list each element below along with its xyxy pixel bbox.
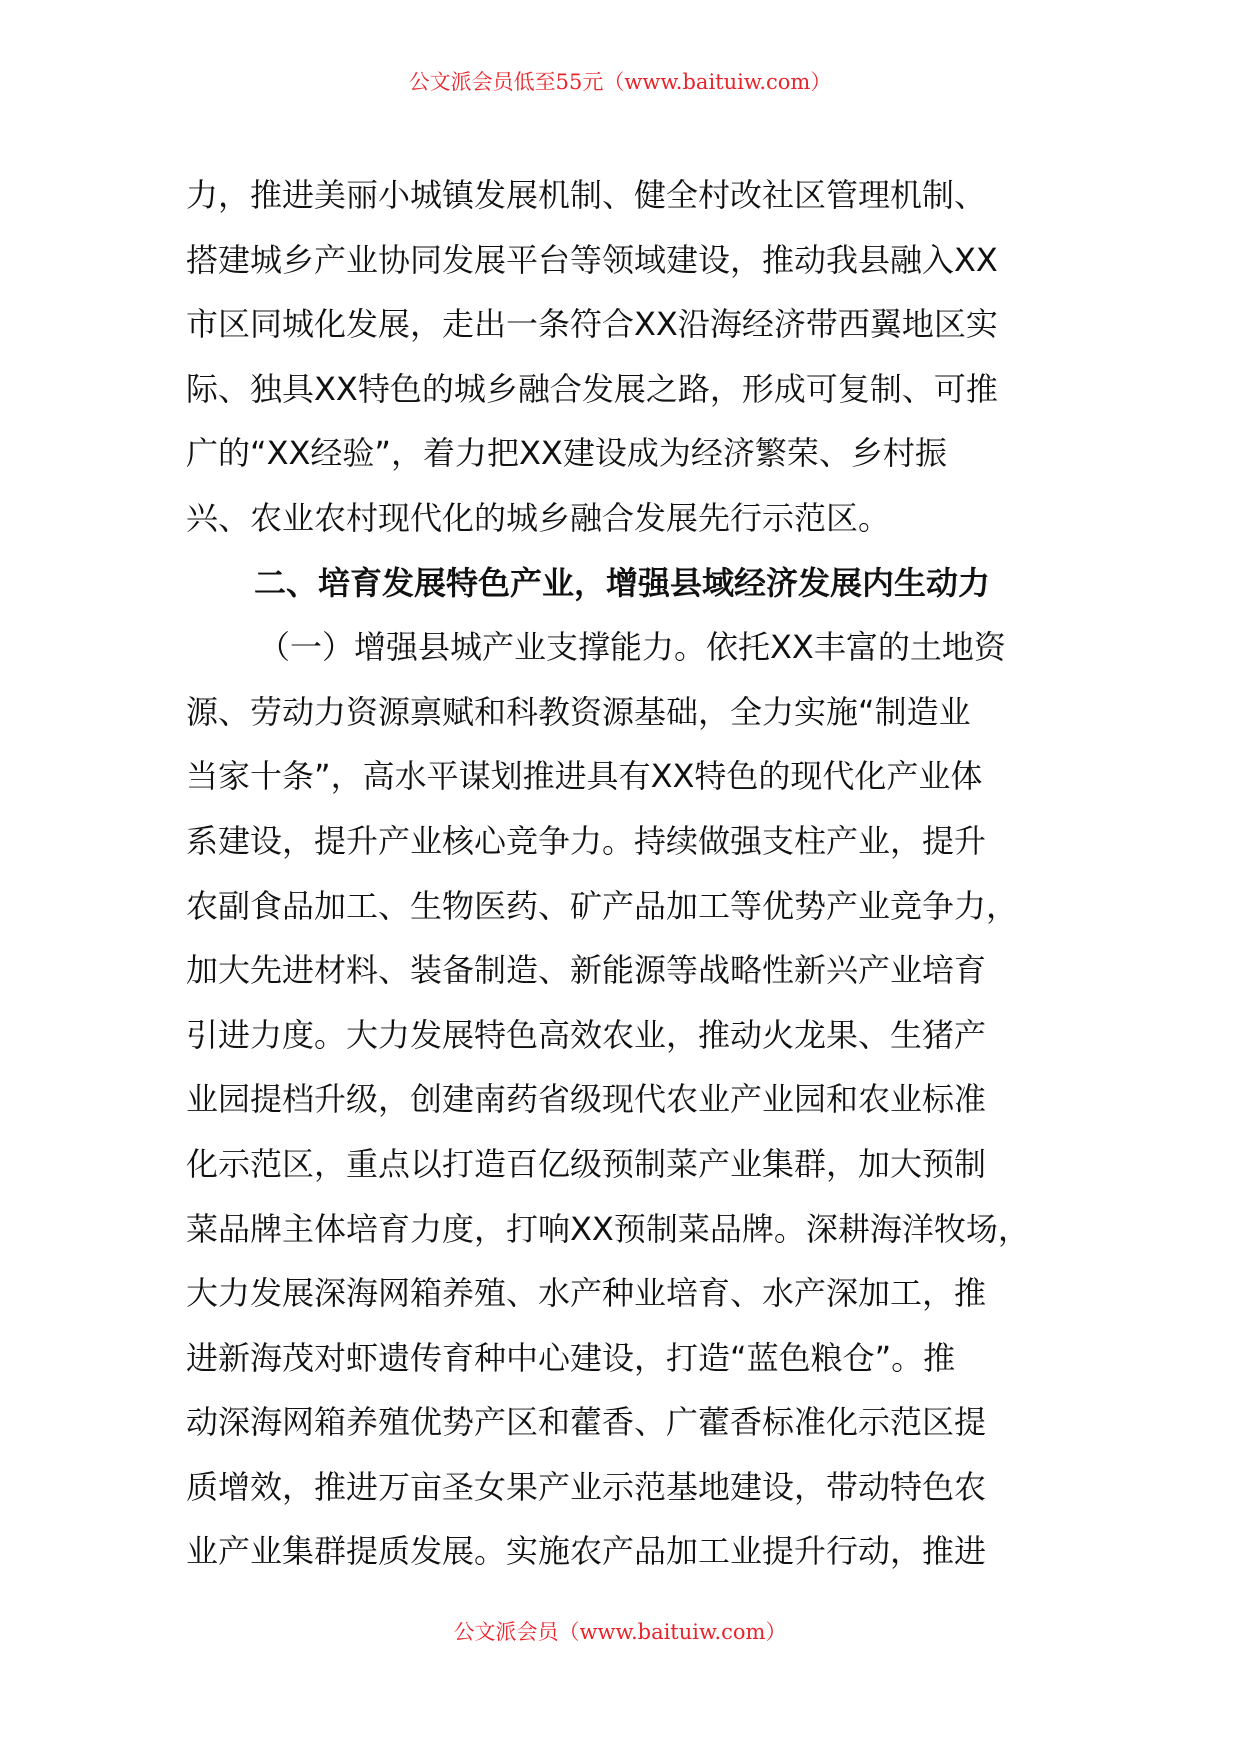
- paragraph-line: 引进力度。大力发展特色高效农业，推动火龙果、生猪产: [186, 1015, 987, 1054]
- paragraph-line: 市区同城化发展，走出一条符合XX沿海经济带西翼地区实: [186, 305, 998, 344]
- footer-watermark-banner: 公文派会员（www.baituiw.com）: [453, 1620, 787, 1644]
- paragraph-line: 源、劳动力资源禀赋和科教资源基础，全力实施“制造业: [186, 692, 971, 731]
- paragraph-line: 菜品牌主体培育力度，打响XX预制菜品牌。深耕海洋牧场，: [186, 1209, 1030, 1248]
- paragraph-line: 当家十条”，高水平谋划推进具有XX特色的现代化产业体: [186, 757, 983, 796]
- paragraph-line: 加大先进材料、装备制造、新能源等战略性新兴产业培育: [186, 951, 987, 990]
- paragraph-line: 业园提档升级，创建南药省级现代农业产业园和农业标准: [186, 1080, 987, 1119]
- paragraph-line: 业产业集群提质发展。实施农产品加工业提升行动，推进: [186, 1532, 987, 1571]
- paragraph-line: 广的“XX经验”，着力把XX建设成为经济繁荣、乡村振: [186, 434, 947, 473]
- paragraph-line: 质增效，推进万亩圣女果产业示范基地建设，带动特色农: [186, 1467, 987, 1506]
- paragraph-line: 动深海网箱养殖优势产区和藿香、广藿香标准化示范区提: [186, 1403, 987, 1442]
- subsection-first-line: （一）增强县城产业支撑能力。依托XX丰富的土地资: [258, 628, 1006, 667]
- paragraph-line: 农副食品加工、生物医药、矿产品加工等优势产业竞争力，: [186, 886, 1019, 925]
- header-watermark-banner: 公文派会员低至55元（www.baituiw.com）: [408, 70, 832, 94]
- section-heading: 二、培育发展特色产业，增强县域经济发展内生动力: [254, 563, 991, 602]
- paragraph-line: 大力发展深海网箱养殖、水产种业培育、水产深加工，推: [186, 1274, 987, 1313]
- paragraph-line: 际、独具XX特色的城乡融合发展之路，形成可复制、可推: [186, 369, 998, 408]
- paragraph-line: 力，推进美丽小城镇发展机制、健全村改社区管理机制、: [186, 176, 987, 214]
- paragraph-line: 进新海茂对虾遗传育种中心建设，打造“蓝色粮仓”。推: [186, 1338, 956, 1377]
- document-body: [186, 163, 1066, 1584]
- paragraph-line: 兴、农业农村现代化的城乡融合发展先行示范区。: [186, 498, 891, 537]
- paragraph-line: 系建设，提升产业核心竞争力。持续做强支柱产业，提升: [186, 821, 987, 860]
- paragraph-line: 搭建城乡产业协同发展平台等领域建设，推动我县融入XX: [186, 240, 998, 279]
- paragraph-line: 化示范区，重点以打造百亿级预制菜产业集群，加大预制: [186, 1144, 987, 1183]
